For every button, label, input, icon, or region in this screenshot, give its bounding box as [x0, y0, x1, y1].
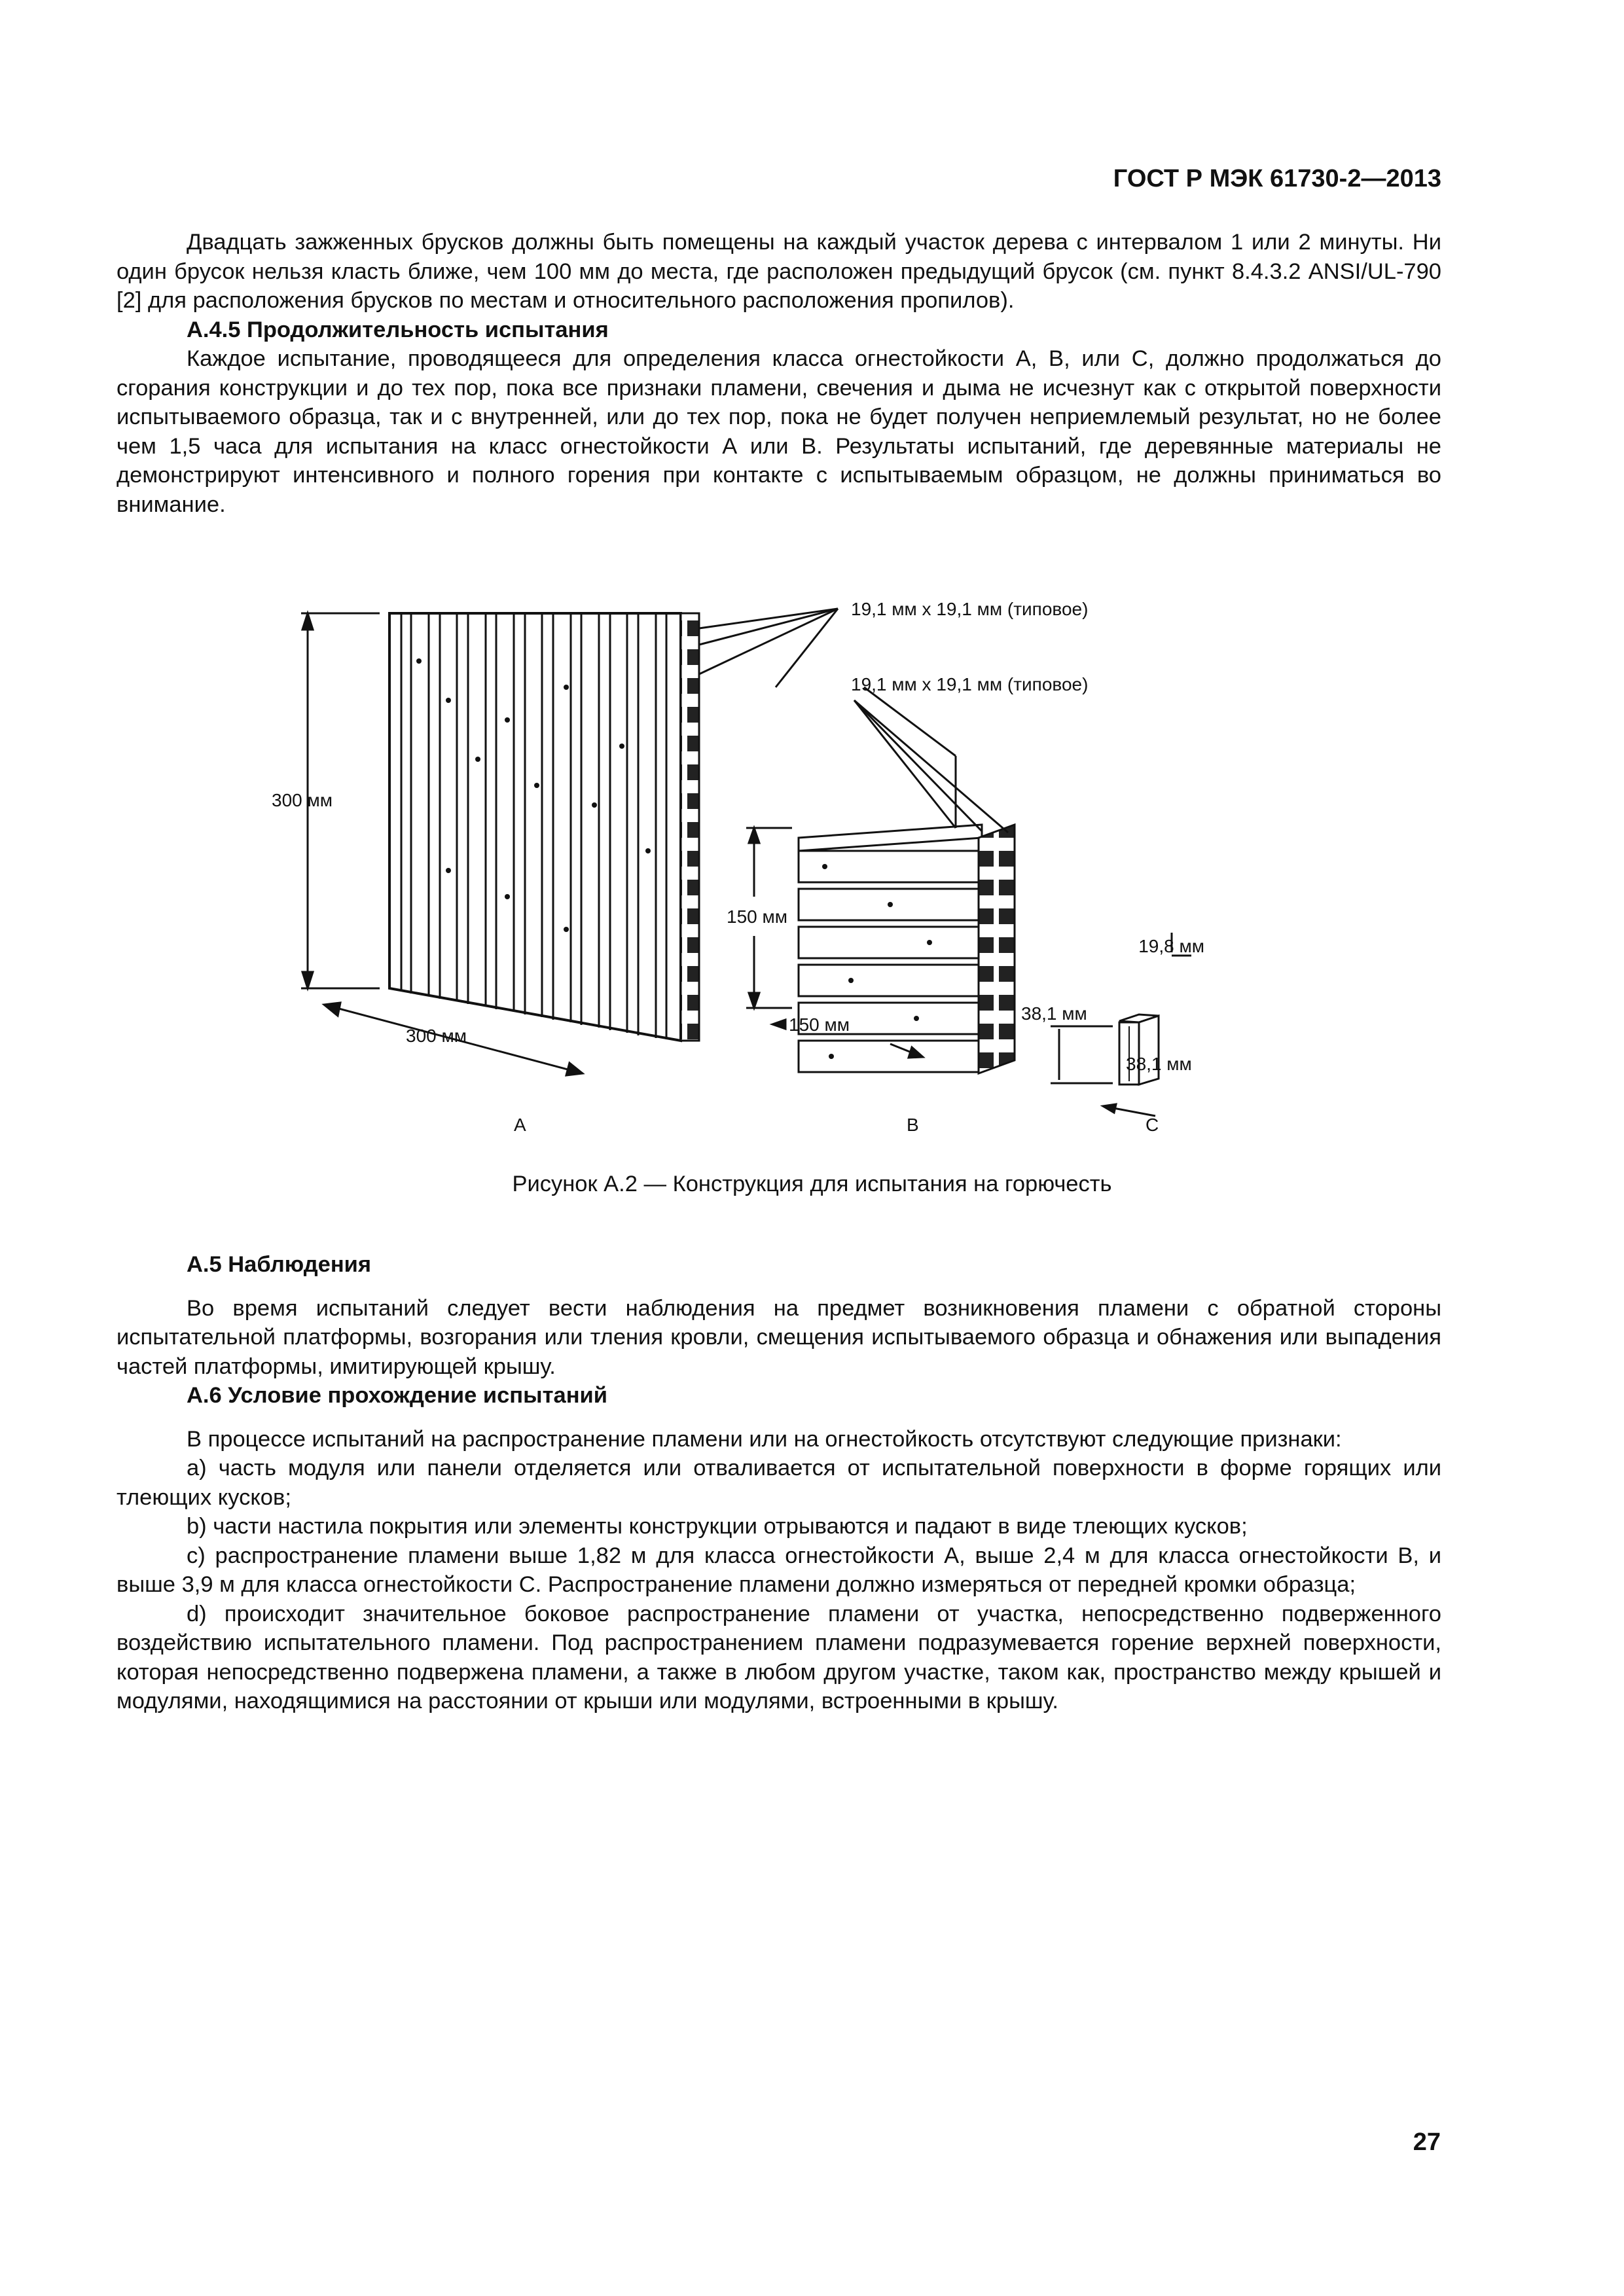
label-a: А	[514, 1115, 526, 1135]
label-c: С	[1146, 1115, 1159, 1135]
page-number: 27	[1413, 2128, 1441, 2156]
label-b-width: 150 мм	[789, 1014, 850, 1035]
label-typical-1: 19,1 мм х 19,1 мм (типовое)	[851, 599, 1089, 619]
label-c-height: 38,1 мм	[1021, 1003, 1087, 1024]
section-bottom-text	[117, 1250, 1441, 1716]
leader-lines	[699, 609, 1008, 833]
label-c-top: 19,8 мм	[1138, 936, 1204, 956]
figure-a2-diagram	[262, 589, 1211, 1152]
paragraph-observations: Во время испытаний следует вести наблюдения на предмет возникновения пламени с обратной стороны испытательной платформы, возгорания или тления кровли, смещения испытываемого образца и обнажения или выпадения частей платформы, имитирующей крышу.	[117, 1295, 1441, 1379]
label-c-width: 38,1 мм	[1126, 1054, 1192, 1074]
heading-a45: А.4.5 Продолжительность испытания	[187, 317, 609, 342]
section-top-text	[117, 228, 1441, 519]
list-item-d: d) происходит значительное боковое распространение пламени от участка, непосредственно подверженного воздействию испытательного пламени. Под распространением пламени подразумевается горение верхней поверхности, которая непосредственно подвержена пламени, а также в любом другом участке, таком как, пространство между крышей и модулями, находящимися на расстоянии от крыши или модулями, встроенными в крышу.	[117, 1601, 1441, 1713]
heading-a5: А.5 Наблюдения	[187, 1252, 372, 1277]
label-b: В	[907, 1115, 919, 1135]
paragraph-brusks: Двадцать зажженных брусков должны быть помещены на каждый участок дерева с интервалом 1 или 2 минуты. Ни один брусок нельзя класть ближе, чем 100 мм до места, где расположен предыдущий брусок (см. пункт 8.4.3.2 ANSI/UL-790 [2] для расположения брусков по местам и относительного расположения пропилов).	[117, 230, 1441, 313]
figure-caption: Рисунок А.2 — Конструкция для испытания на горючесть	[512, 1172, 1112, 1196]
document-header: ГОСТ Р МЭК 61730-2—2013	[1113, 165, 1441, 192]
list-item-b: b) части настила покрытия или элементы конструкции отрываются и падают в виде тлеющих кусков;	[187, 1514, 1248, 1539]
heading-a6: А.6 Условие прохождение испытаний	[187, 1383, 607, 1408]
paragraph-duration: Каждое испытание, проводящееся для определения класса огнестойкости А, В, или С, должно продолжаться до сгорания конструкции и до тех пор, пока все признаки пламени, свечения и дыма не исчезнут как с открытой поверхности испытываемого образца, так и с внутренней, или до тех пор, пока не будет получен неприемлемый результат, но не более чем 1,5 часа для испытания на класс огнестойкости А или В. Результаты испытаний, где деревянные материалы не демонстрируют интенсивного и полного горения при контакте с испытываемым образцом, не должны приниматься во внимание.	[117, 346, 1441, 517]
assembly-a	[389, 613, 699, 1041]
label-a-height: 300 мм	[272, 790, 333, 810]
list-item-a: a) часть модуля или панели отделяется или отваливается от испытательной поверхности в форме горящих или тлеющих кусков;	[117, 1456, 1441, 1510]
list-item-c: c) распространение пламени выше 1,82 м для класса огнестойкости А, выше 2,4 м для класса огнестойкости В, и выше 3,9 м для класса огнестойкости С. Распространение пламени должно измеряться от передней кромки образца;	[117, 1543, 1441, 1597]
paragraph-conditions: В процессе испытаний на распространение пламени или на огнестойкость отсутствуют следующие признаки:	[187, 1426, 1342, 1452]
label-a-width: 300 мм	[406, 1026, 467, 1046]
assembly-b	[799, 825, 1015, 1073]
label-b-height: 150 мм	[727, 906, 787, 927]
label-typical-2: 19,1 мм х 19,1 мм (типовое)	[851, 674, 1089, 694]
